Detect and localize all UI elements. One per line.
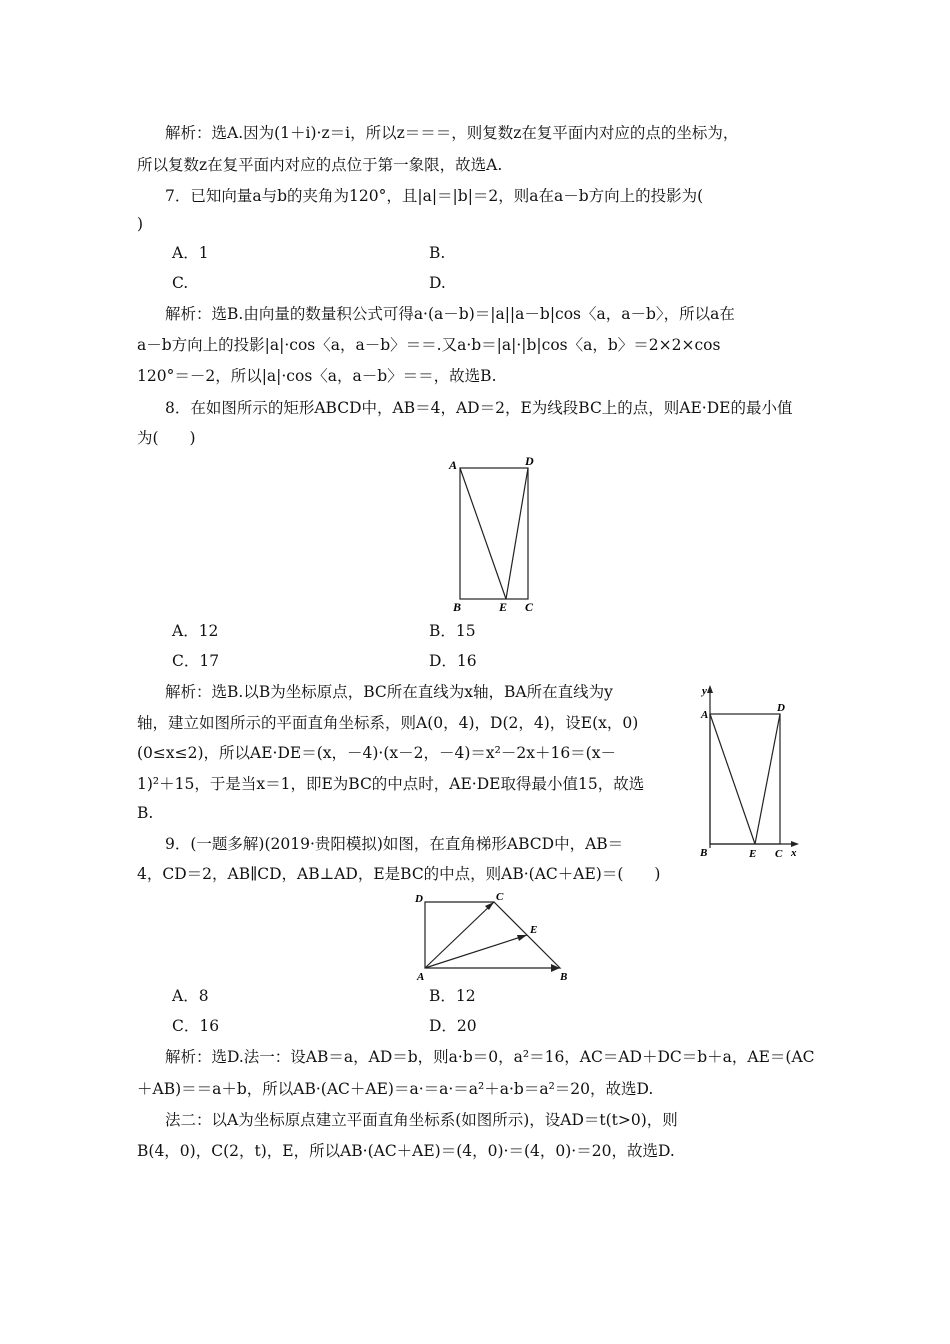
q8-option-c: C．17 [172, 652, 220, 670]
q9-option-d: D．20 [429, 1017, 477, 1035]
q7-option-c: C. [172, 274, 189, 292]
q8-analysis-line-4: 1)²＋15，于是当x＝1，即E为BC的中点时，AE·DE取得最小值15，故选 [137, 775, 645, 793]
q8-analysis-line-5: B. [137, 804, 154, 822]
q8-analysis-line-1: 解析：选B.以B为坐标原点，BC所在直线为x轴，BA所在直线为y [165, 683, 613, 701]
q8-stem-line-2: 为( ) [137, 429, 196, 447]
q8-label-c: C [525, 600, 534, 614]
q8-coord-label-x: x [791, 847, 797, 859]
q8-option-a: A．12 [172, 622, 219, 640]
q8-coord-label-d: D [777, 702, 785, 714]
q8-label-b: B [453, 600, 462, 614]
q9-method2-line-1: 法二：以A为坐标原点建立平面直角坐标系(如图所示)，设AD＝t(t>0)，则 [165, 1111, 678, 1129]
q8-analysis-line-3: (0≤x≤2)，所以AE·DE＝(x，－4)·(x－2，－4)＝x²－2x＋16＝(x－ [137, 744, 616, 762]
q9-trapezoid-figure [405, 888, 585, 983]
q8-segment-de [506, 468, 528, 599]
q9-label-d: D [415, 893, 423, 905]
q8-label-a: A [449, 458, 458, 472]
q7-option-d: D. [429, 274, 446, 292]
q8-option-b: B．15 [429, 622, 476, 640]
q6-analysis-line-2: 所以复数z在复平面内对应的点位于第一象限，故选A. [137, 156, 503, 174]
q8-label-e: E [499, 600, 508, 614]
q9-vector-ac [425, 902, 494, 968]
q8-coord-label-c: C [775, 848, 783, 860]
q8-coord-label-y: y [702, 685, 707, 697]
q8-y-axis-arrow [707, 685, 713, 693]
q8-coord-label-a: A [701, 709, 709, 721]
q8-coord-segment-de [755, 714, 780, 844]
q9-stem-line-1: 9．(一题多解)(2019·贵阳模拟)如图，在直角梯形ABCD中，AB＝ [165, 835, 624, 853]
q8-segment-ae [460, 468, 506, 599]
q9-analysis-line-1: 解析：选D.法一：设AB＝a，AD＝b，则a·b＝0，a²＝16，AC＝AD＋DC＝b＋a，AE＝(AC [165, 1048, 815, 1066]
q8-rectangle-abcd [460, 468, 528, 599]
q7-option-a: A．1 [172, 244, 209, 262]
q8-coord-label-e: E [749, 848, 757, 860]
q9-option-b: B．12 [429, 987, 476, 1005]
q9-analysis-line-2: ＋AB)＝＝a＋b，所以AB·(AC＋AE)＝a·＝a·＝a²＋a·b＝a²＝20，故选D. [137, 1080, 654, 1098]
q8-rectangle-figure [440, 452, 540, 617]
q9-vector-ab-arrow [551, 964, 560, 972]
q9-stem-line-2: 4，CD＝2，AB∥CD，AB⊥AD，E是BC的中点，则AB·(AC＋AE)＝( ) [137, 865, 661, 883]
q7-analysis-line-1: 解析：选B.由向量的数量积公式可得a·(a－b)＝|a||a－b|cos〈a，a－b〉，所以a在 [165, 305, 735, 323]
q8-stem-line-1: 8．在如图所示的矩形ABCD中，AB＝4，AD＝2，E为线段BC上的点，则AE·DE的最小值 [165, 399, 793, 417]
q8-coord-segment-ae [710, 714, 755, 844]
q9-label-c: C [496, 891, 504, 903]
q9-trapezoid-abcd [425, 902, 560, 968]
q8-coordinate-figure [695, 682, 805, 862]
q7-analysis-line-3: 120°＝－2，所以|a|·cos〈a，a－b〉＝＝，故选B. [137, 367, 497, 385]
q9-option-c: C．16 [172, 1017, 220, 1035]
q9-method2-line-2: B(4，0)，C(2，t)，E，所以AB·(AC＋AE)＝(4，0)·＝(4，0)·＝20，故选D. [137, 1142, 675, 1160]
q9-vector-ae [425, 935, 527, 968]
q8-coord-rectangle [710, 714, 780, 844]
q7-stem-line-1: 7．已知向量a与b的夹角为120°，且|a|＝|b|＝2，则a在a－b方向上的投影为( [165, 187, 704, 205]
q7-stem-line-2: ) [137, 215, 144, 233]
q9-vector-ae-arrow [517, 935, 527, 941]
q9-label-b: B [560, 971, 568, 983]
q9-label-a: A [417, 971, 425, 983]
q7-option-b: B. [429, 244, 446, 262]
q8-label-d: D [525, 454, 534, 468]
q9-option-a: A．8 [172, 987, 209, 1005]
q6-analysis-line-1: 解析：选A.因为(1＋i)·z＝i，所以z＝＝＝，则复数z在复平面内对应的点的坐标为， [165, 124, 739, 142]
q9-label-e: E [530, 924, 538, 936]
q7-analysis-line-2: a－b方向上的投影|a|·cos〈a，a－b〉＝＝.又a·b＝|a|·|b|cos〈a，b〉＝2×2×cos [137, 336, 721, 354]
q8-analysis-line-2: 轴，建立如图所示的平面直角坐标系，则A(0，4)，D(2，4)，设E(x，0) [137, 714, 639, 732]
q8-option-d: D．16 [429, 652, 477, 670]
q8-coord-label-b: B [700, 847, 708, 859]
